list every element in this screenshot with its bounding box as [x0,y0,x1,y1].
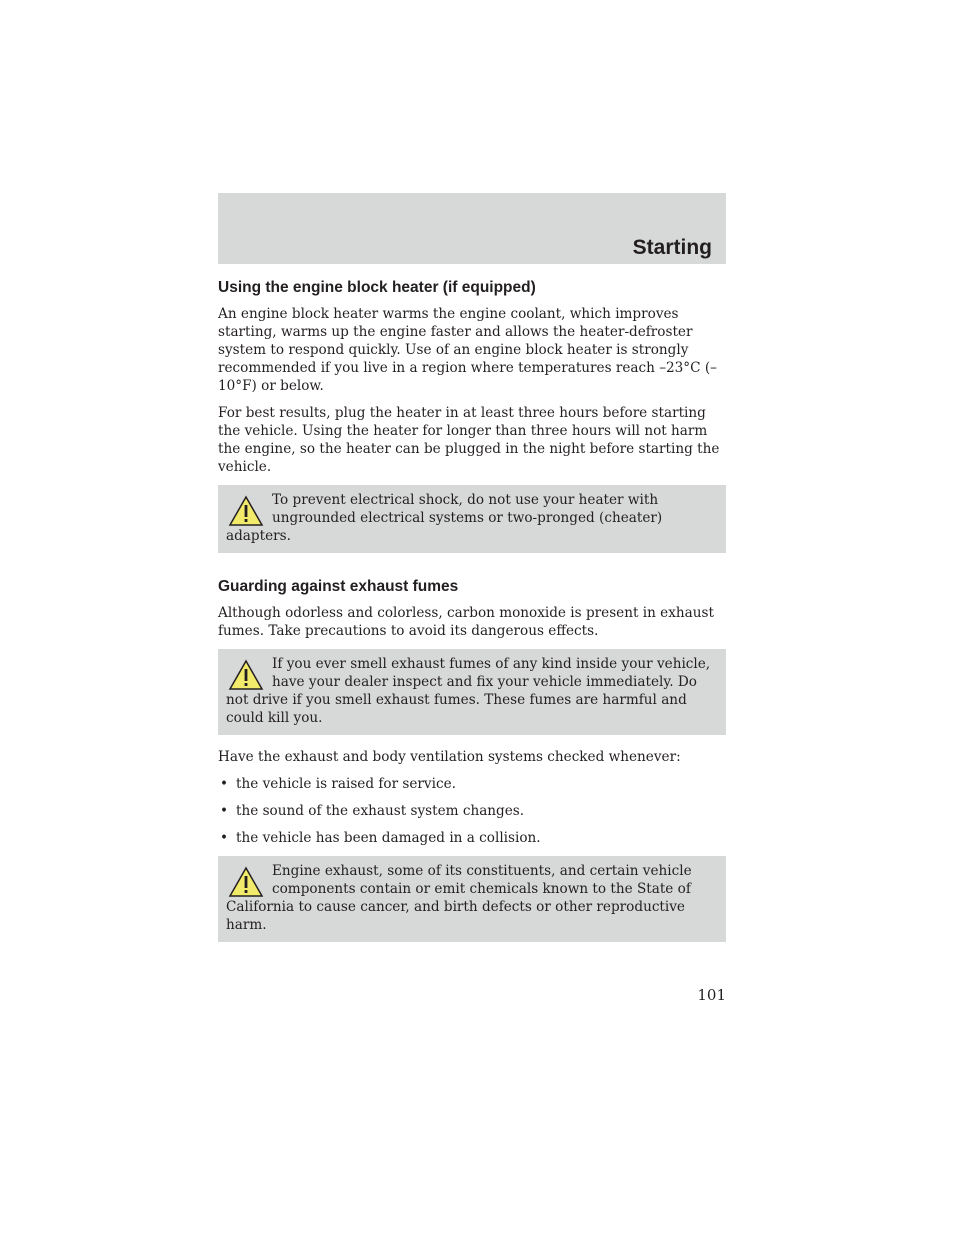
warning-box-california [218,856,726,942]
warning-triangle-icon [228,495,264,527]
list-item-text: the vehicle is raised for service. [236,776,456,792]
page-content [218,278,726,955]
warning-text: To prevent electrical shock, do not use your heater with ungrounded electrical systems or two-pronged (cheater) adapters. [226,492,663,544]
warning-text: Engine exhaust, some of its constituents, and certain vehicle components contain or emit chemicals known to the State of California to cause cancer, and birth defects or other reproductive harm. [226,863,692,933]
list-item [218,775,726,793]
section-header-band [218,193,726,264]
list-item-text: the vehicle has been damaged in a collision. [236,830,541,846]
paragraph: An engine block heater warms the engine coolant, which improves starting, warms up the engine faster and allows the heater-defroster system to respond quickly. Use of an engine block heater is strongly recommended if you live in a region where temperatures reach –23°C (–10°F) or below. [218,306,717,394]
section-title: Starting [632,236,712,259]
bullet: • [220,776,229,792]
list-item [218,829,726,847]
warning-box-electrical-shock [218,485,726,553]
list-item [218,802,726,820]
checks-list [218,775,726,847]
warning-box-exhaust-smell [218,649,726,735]
paragraph: For best results, plug the heater in at least three hours before starting the vehicle. Using the heater for longer than three hours will not harm the engine, so the heater can be plugged in the night before starting the vehicle. [218,405,720,475]
list-item-text: the sound of the exhaust system changes. [236,803,525,819]
paragraph: Although odorless and colorless, carbon monoxide is present in exhaust fumes. Take precautions to avoid its dangerous effects. [218,605,714,639]
paragraph-checks-intro: Have the exhaust and body ventilation systems checked whenever: [218,749,681,765]
heading-exhaust-fumes: Guarding against exhaust fumes [218,578,459,595]
bullet: • [220,830,229,846]
bullet: • [220,803,229,819]
warning-triangle-icon [228,659,264,691]
warning-triangle-icon [228,866,264,898]
page-number: 101 [697,986,726,1004]
warning-text: If you ever smell exhaust fumes of any kind inside your vehicle, have your dealer inspect and fix your vehicle immediately. Do not drive if you smell exhaust fumes. These fumes are harmful and could kill you. [226,656,711,726]
heading-engine-block-heater: Using the engine block heater (if equipped) [218,279,536,296]
